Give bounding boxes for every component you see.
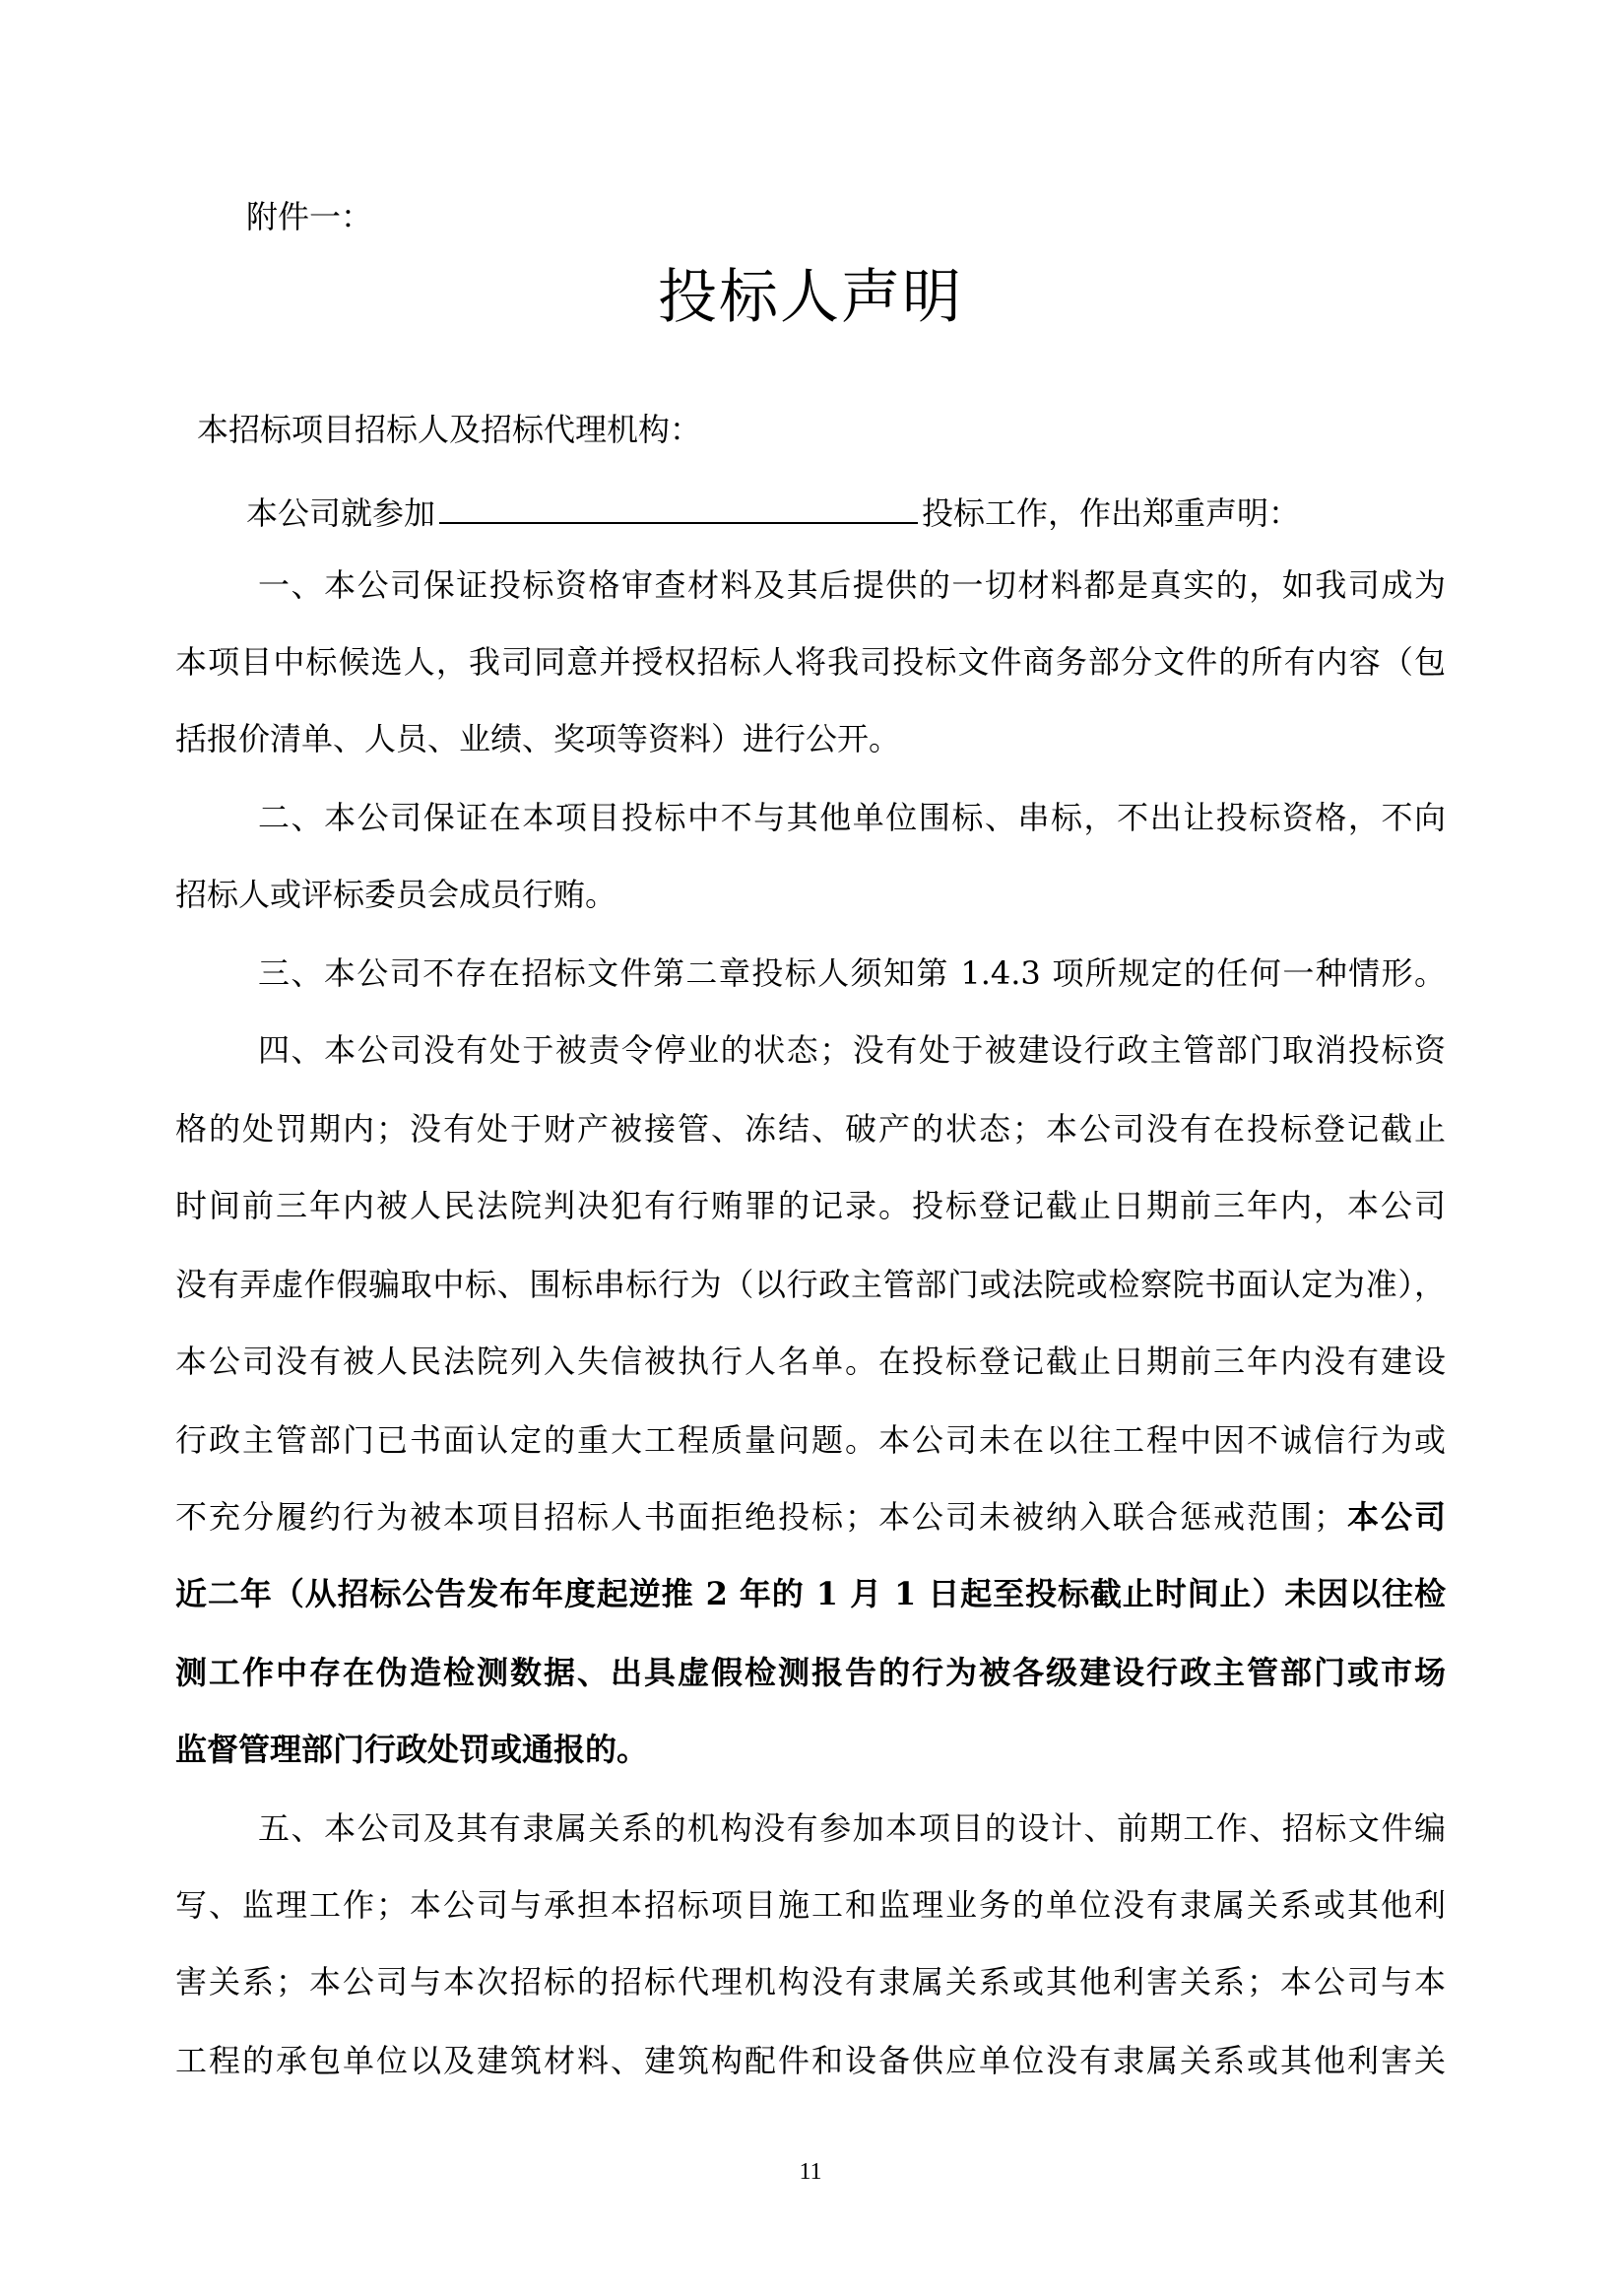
attachment-label: 附件一：	[246, 198, 373, 235]
paragraph-line: 一、本公司保证投标资格审查材料及其后提供的一切材料都是真实的，如我司成为	[258, 566, 1446, 604]
paragraph-line: 时间前三年内被人民法院判决犯有行贿罪的记录。投标登记截止日期前三年内，本公司	[175, 1187, 1446, 1224]
paragraph-line: 三、本公司不存在招标文件第二章投标人须知第 1.4.3 项所规定的任何一种情形。	[258, 954, 1446, 992]
paragraph-line: 括报价清单、人员、业绩、奖项等资料）进行公开。	[175, 720, 901, 757]
bold-paragraph-line: 近二年（从招标公告发布年度起逆推 2 年的 1 月 1 日起至投标截止时间止）未因以往检	[175, 1575, 1446, 1612]
intro-line	[246, 487, 1517, 530]
paragraph-line: 写、监理工作；本公司与承担本招标项目施工和监理业务的单位没有隶属关系或其他利	[175, 1886, 1446, 1924]
project-name-blank	[439, 487, 918, 524]
paragraph-line: 格的处罚期内；没有处于财产被接管、冻结、破产的状态；本公司没有在投标登记截止	[175, 1110, 1446, 1148]
paragraph-line: 本公司没有被人民法院列入失信被执行人名单。在投标登记截止日期前三年内没有建设	[175, 1343, 1446, 1380]
paragraph-line: 招标人或评标委员会成员行贿。	[175, 876, 617, 913]
bold-paragraph-line: 测工作中存在伪造检测数据、出具虚假检测报告的行为被各级建设行政主管部门或市场	[175, 1654, 1446, 1691]
paragraph-line: 不充分履约行为被本项目招标人书面拒绝投标；本公司未被纳入联合惩戒范围；本公司	[175, 1498, 1446, 1536]
bold-paragraph-line: 监督管理部门行政处罚或通报的。	[175, 1731, 649, 1768]
paragraph-line: 没有弄虚作假骗取中标、围标串标行为（以行政主管部门或法院或检察院书面认定为准），	[175, 1266, 1446, 1303]
paragraph-line: 五、本公司及其有隶属关系的机构没有参加本项目的设计、前期工作、招标文件编	[258, 1809, 1446, 1847]
intro-after-blank: 投标工作，作出郑重声明：	[922, 494, 1301, 530]
addressee-line: 本招标项目招标人及招标代理机构：	[197, 411, 702, 448]
document-title: 投标人声明	[658, 263, 963, 332]
paragraph-line: 四、本公司没有处于被责令停业的状态；没有处于被建设行政主管部门取消投标资	[258, 1031, 1446, 1069]
intro-before-blank: 本公司就参加	[246, 494, 436, 530]
paragraph-line: 工程的承包单位以及建筑材料、建筑构配件和设备供应单位没有隶属关系或其他利害关	[175, 2042, 1446, 2079]
paragraph-line: 本项目中标候选人，我司同意并授权招标人将我司投标文件商务部分文件的所有内容（包	[175, 643, 1446, 681]
bold-text-segment: 本公司	[1344, 1498, 1446, 1536]
paragraph-line: 害关系；本公司与本次招标的招标代理机构没有隶属关系或其他利害关系；本公司与本	[175, 1963, 1446, 2001]
paragraph-line: 行政主管部门已书面认定的重大工程质量问题。本公司未在以往工程中因不诚信行为或	[175, 1421, 1446, 1459]
page-number: 11	[799, 2159, 822, 2185]
paragraph-line: 二、本公司保证在本项目投标中不与其他单位围标、串标，不出让投标资格，不向	[258, 799, 1446, 836]
